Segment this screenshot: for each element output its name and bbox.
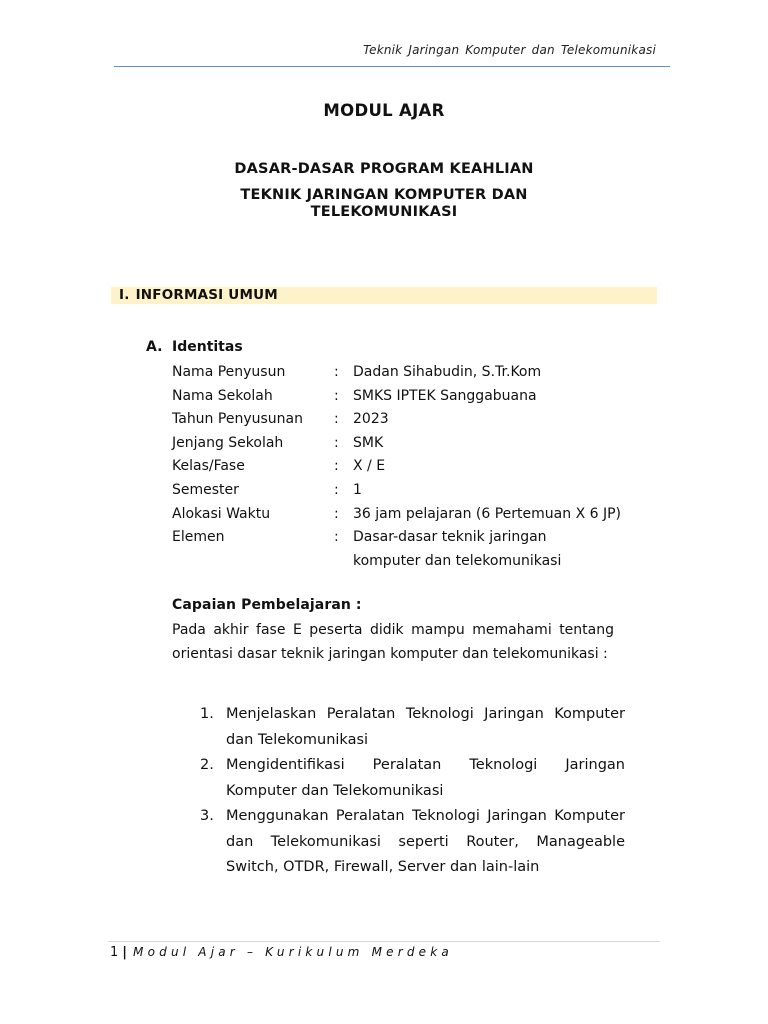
list-item-text: Menggunakan Peralatan Teknologi Jaringan Komputer dan Telekomunikasi seperti Router, Manageable Switch, OTDR, Firewall, Server dan lain-lain xyxy=(226,808,625,875)
subsection-number: A. xyxy=(146,339,163,355)
identity-row xyxy=(172,385,643,409)
learning-outcomes-list xyxy=(200,702,625,881)
identity-colon: : xyxy=(334,434,339,451)
section-title: INFORMASI UMUM xyxy=(135,287,278,303)
document-title: MODUL AJAR xyxy=(323,101,445,120)
subsection-title: Identitas xyxy=(172,339,243,355)
identity-value: Dadan Sihabudin, S.Tr.Kom xyxy=(353,364,542,380)
footer-text: Modul Ajar – Kurikulum Merdeka xyxy=(133,945,453,959)
identity-label: Alokasi Waktu xyxy=(172,505,271,522)
list-item-number: 3. xyxy=(200,808,214,824)
identity-value: 2023 xyxy=(353,411,389,428)
identity-row xyxy=(172,526,643,573)
identity-colon: : xyxy=(334,387,339,404)
section-number: I. xyxy=(119,287,130,303)
identity-value: 1 xyxy=(353,481,362,498)
identity-colon: : xyxy=(334,458,339,475)
list-item-text: Mengidentifikasi Peralatan Teknologi Jaringan Komputer dan Telekomunikasi xyxy=(226,757,625,799)
capaian-heading: Capaian Pembelajaran : xyxy=(172,597,362,613)
identity-value: 36 jam pelajaran (6 Pertemuan X 6 JP) xyxy=(353,505,621,522)
identity-value: SMKS IPTEK Sanggabuana xyxy=(353,387,537,404)
identity-colon: : xyxy=(334,481,339,498)
identity-label: Jenjang Sekolah xyxy=(172,434,284,451)
identity-label: Semester xyxy=(172,481,239,498)
identity-label: Tahun Penyusunan xyxy=(172,411,303,428)
identity-colon: : xyxy=(334,364,339,380)
list-item-text: Menjelaskan Peralatan Teknologi Jaringan Komputer dan Telekomunikasi xyxy=(226,706,625,748)
list-item-number: 2. xyxy=(200,757,214,773)
subsection-heading xyxy=(146,338,243,356)
running-header: Teknik Jaringan Komputer dan Telekomunikasi xyxy=(363,43,656,57)
identity-row xyxy=(172,432,643,456)
identity-value: X / E xyxy=(353,458,386,475)
identity-label: Nama Penyusun xyxy=(172,364,286,380)
identity-label: Elemen xyxy=(172,529,225,546)
identity-value: SMK xyxy=(353,434,384,451)
identity-row xyxy=(172,408,643,432)
identity-label: Nama Sekolah xyxy=(172,387,273,404)
capaian-paragraph: Pada akhir fase E peserta didik mampu memahami tentang orientasi dasar teknik jaringan komputer dan telekomunikasi : xyxy=(172,622,614,662)
identity-label: Kelas/Fase xyxy=(172,458,245,475)
identity-colon: : xyxy=(334,411,339,428)
list-item-number: 1. xyxy=(200,706,214,722)
page-footer xyxy=(110,943,453,962)
page-number: 1 xyxy=(110,945,119,960)
list-item xyxy=(200,804,625,881)
list-item xyxy=(200,753,625,804)
footer-separator: | xyxy=(122,945,128,960)
list-item xyxy=(200,702,625,753)
identity-colon: : xyxy=(334,529,339,546)
identity-value: Dasar-dasar teknik jaringan komputer dan telekomunikasi xyxy=(353,529,562,569)
header-divider xyxy=(114,66,670,67)
section-heading xyxy=(119,287,278,304)
document-subtitle-program: DASAR-DASAR PROGRAM KEAHLIAN xyxy=(234,161,534,177)
footer-divider xyxy=(108,941,660,942)
document-subtitle-major: TEKNIK JARINGAN KOMPUTER DAN TELEKOMUNIKASI xyxy=(240,187,528,220)
identity-row xyxy=(172,479,643,503)
identity-colon: : xyxy=(334,505,339,522)
identity-row xyxy=(172,361,643,385)
identity-row xyxy=(172,455,643,479)
identity-table xyxy=(172,361,643,573)
identity-row xyxy=(172,503,643,527)
